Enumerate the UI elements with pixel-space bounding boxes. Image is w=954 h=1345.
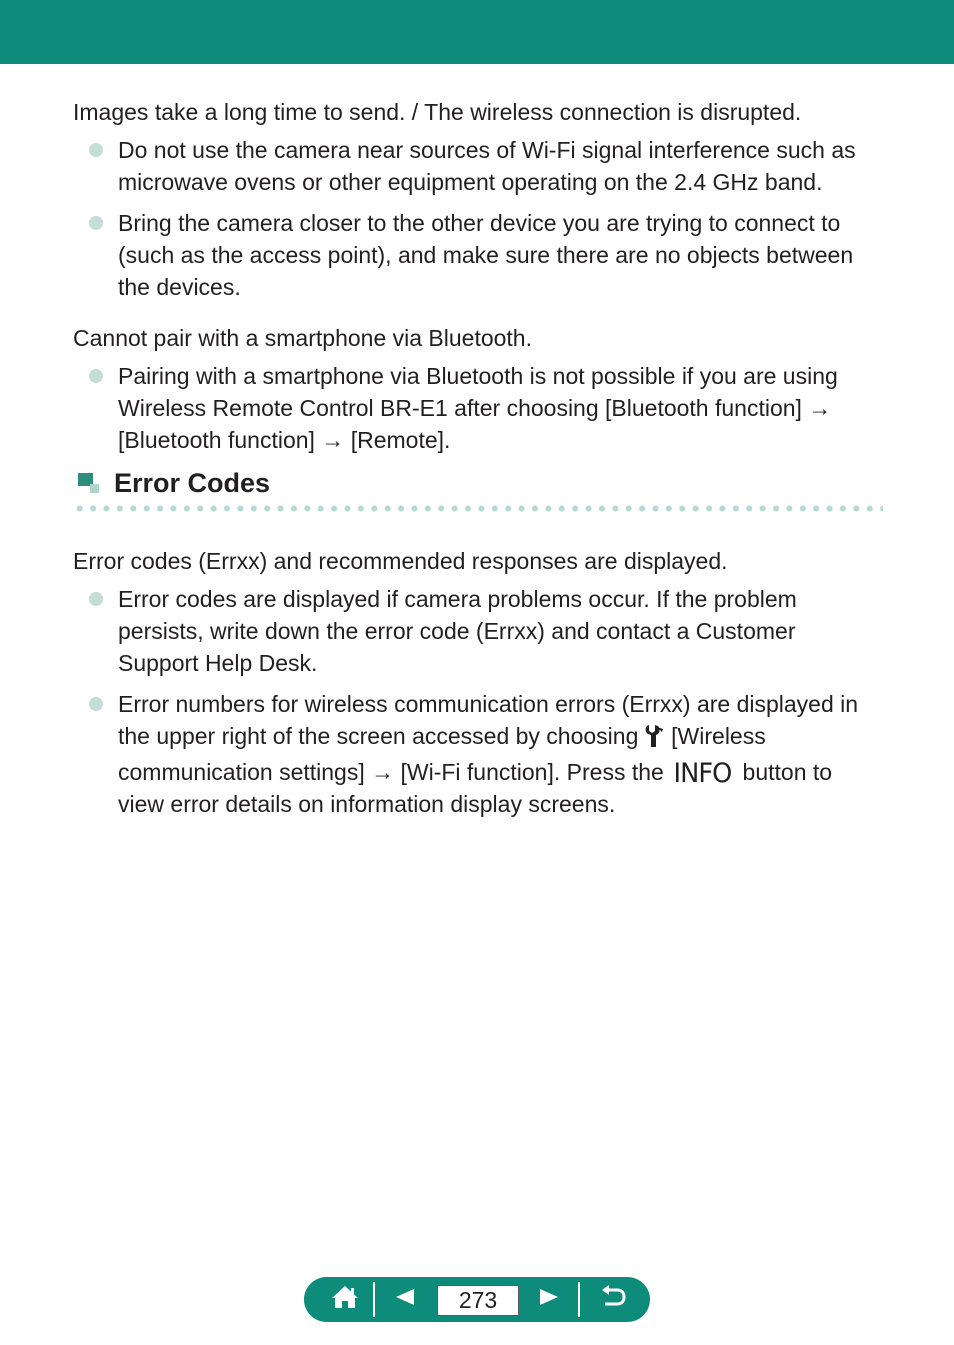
list-item — [73, 688, 873, 820]
list-item-text: Bring the camera closer to the other device you are trying to connect to (such as the access point), and make sure there are no objects between the devices. — [118, 210, 854, 300]
nav-divider — [373, 1282, 375, 1317]
next-page-button[interactable] — [524, 1277, 574, 1322]
bullet-icon — [89, 697, 103, 711]
list-item-text: Error codes are displayed if camera problems occur. If the problem persists, write down the error code (Errxx) and contact a Customer Support Help Desk. — [118, 586, 797, 676]
section-title: Error Codes — [114, 468, 271, 498]
list-item — [73, 583, 873, 679]
section-square-icon — [78, 473, 100, 495]
bullet-icon — [89, 143, 103, 157]
list-item — [73, 360, 873, 456]
bullet-icon — [89, 592, 103, 606]
info-button-icon: INFO — [673, 758, 732, 789]
section-heading: Error codes (Errxx) and recommended responses are displayed. — [73, 548, 728, 574]
list-item — [73, 134, 873, 198]
main-content — [73, 96, 873, 829]
section-heading: Cannot pair with a smartphone via Bluetooth. — [73, 325, 532, 351]
nav-divider — [578, 1282, 580, 1317]
return-icon — [599, 1285, 627, 1314]
next-page-icon — [539, 1288, 559, 1311]
section-heading: Images take a long time to send. / The wireless connection is disrupted. — [73, 99, 802, 125]
previous-page-icon — [395, 1288, 415, 1311]
page-navigation-bar — [304, 1277, 650, 1322]
list-item-text: Error numbers for wireless communication errors (Errxx) are displayed in the upper right of the screen accessed by choosing — [118, 691, 859, 749]
list-item — [73, 207, 873, 303]
error-codes-title — [73, 465, 873, 505]
return-button[interactable] — [588, 1277, 638, 1322]
previous-page-button[interactable] — [380, 1277, 430, 1322]
bullet-icon — [89, 369, 103, 383]
list-item-text: button to view error details on information display screens. — [118, 759, 833, 817]
wrench-icon — [645, 724, 665, 756]
home-icon — [331, 1285, 359, 1314]
error-codes-section — [73, 545, 873, 820]
bullet-list — [73, 360, 873, 456]
troubleshooting-section-bluetooth — [73, 322, 873, 456]
header-bar — [0, 0, 954, 64]
bullet-list — [73, 134, 873, 303]
troubleshooting-section-wireless — [73, 96, 873, 303]
list-item-text: Do not use the camera near sources of Wi-Fi signal interference such as microwave ovens or other equipment operating on the 2.4 GHz band. — [118, 137, 856, 195]
dotted-divider — [73, 505, 883, 512]
bullet-icon — [89, 216, 103, 230]
bullet-list — [73, 583, 873, 820]
home-button[interactable] — [320, 1277, 370, 1322]
list-item-text: [Wireless communication settings] → [Wi-Fi function]. Press the — [118, 723, 766, 785]
list-item-text: Pairing with a smartphone via Bluetooth is not possible if you are using Wireless Remote Control BR-E1 after choosing [Bluetooth function] → [Bluetooth function] → [Remote]. — [118, 363, 838, 453]
page-number: 273 — [437, 1285, 519, 1316]
